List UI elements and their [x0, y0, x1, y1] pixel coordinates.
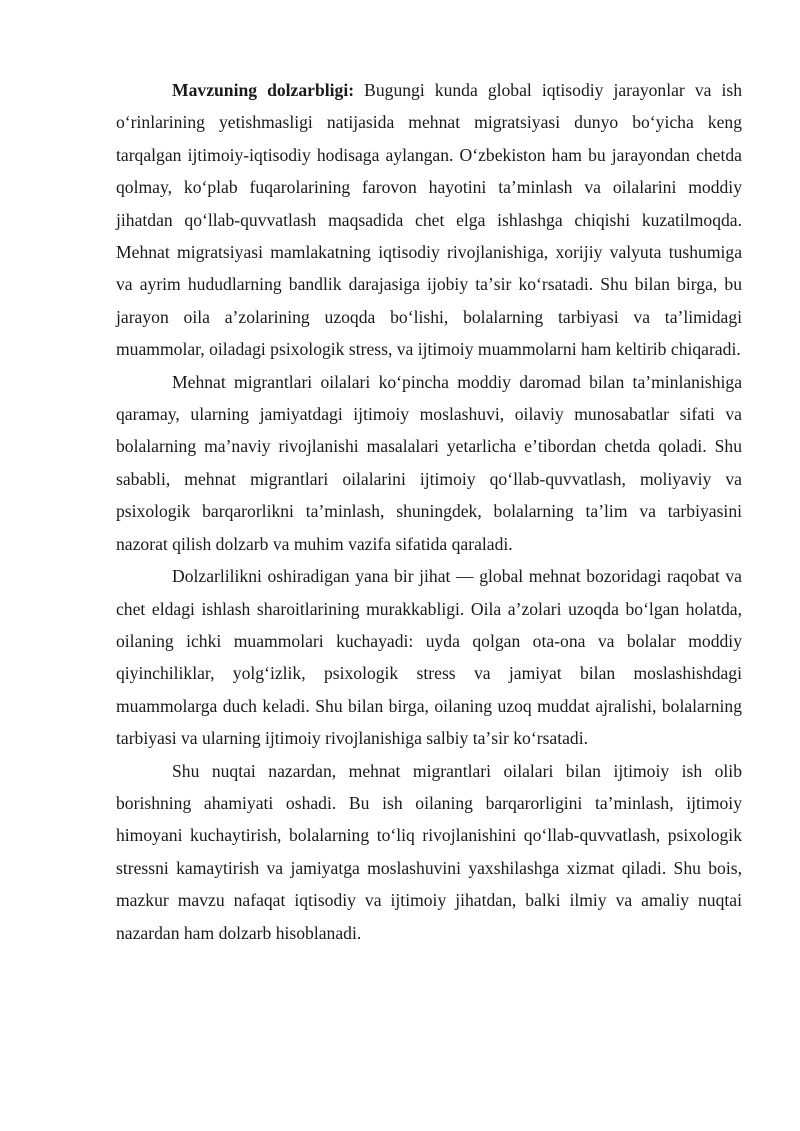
- paragraph-text: Bugungi kunda global iqtisodiy jarayonlar va ish oʻrinlarining yetishmasligi natijasida mehnat migratsiyasi dunyo boʻyicha keng tarqalgan ijtimoiy-iqtisodiy hodisaga aylangan. Oʻzbekiston ham bu jarayondan chetda qolmay, koʻplab fuqarolarining farovon hayotini taʼminlash va oilalarini moddiy jihatdan qoʻllab-quvvatlash maqsadida chet elga ishlashga chiqishi kuzatilmoqda. Mehnat migratsiyasi mamlakatning iqtisodiy rivojlanishiga, xorijiy valyuta tushumiga va ayrim hududlarning bandlik darajasiga ijobiy taʼsir koʻrsatadi. Shu bilan birga, bu jarayon oila aʼzolarining uzoqda boʻlishi, bolalarning tarbiyasi va taʼlimidagi muammolar, oiladagi psixologik stress, va ijtimoiy muammolarni ham keltirib chiqaradi.: [116, 80, 743, 360]
- paragraph-migrant-families: Mehnat migrantlari oilalari koʻpincha moddiy daromad bilan taʼminlanishiga qaramay, ularning jamiyatdagi ijtimoiy moslashuvi, oilaviy munosabatlar sifati va bolalarning maʼnaviy rivojlanishi masalalari yetarlicha eʼtibordan chetda qoladi. Shu sababli, mehnat migrantlari oilalarini ijtimoiy qoʻllab-quvvatlash, moliyaviy va psixologik barqarorlikni taʼminlash, shuningdek, bolalarning taʼlim va tarbiyasini nazorat qilish dolzarb va muhim vazifa sifatida qaraladi.: [116, 371, 742, 554]
- paragraph-lead-heading: Mavzuning dolzarbligi:: [172, 80, 355, 100]
- paragraph-social-work: Shu nuqtai nazardan, mehnat migrantlari oilalari bilan ijtimoiy ish olib borishning ahamiyati oshadi. Bu ish oilaning barqarorligini taʼminlash, ijtimoiy himoyani kuchaytirish, bolalarning toʻliq rivojlanishini qoʻllab-quvvatlash, psixologik stressni kamaytirish va jamiyatga moslashuvini yaxshilashga xizmat qiladi. Shu bois, mazkur mavzu nafaqat iqtisodiy va ijtimoiy jihatdan, balki ilmiy va amaliy nuqtai nazardan ham dolzarb hisoblanadi.: [116, 760, 742, 943]
- paragraph-global-market: Dolzarlilikni oshiradigan yana bir jihat — global mehnat bozoridagi raqobat va chet eldagi ishlash sharoitlarining murakkabligi. Oila aʼzolari uzoqda boʻlgan holatda, oilaning ichki muammolari kuchayadi: uyda qolgan ota-ona va bolalar moddiy qiyinchiliklar, yolgʻizlik, psixologik stress va jamiyat bilan moslashishdagi muammolarga duch keladi. Shu bilan birga, oilaning uzoq muddat ajralishi, bolalarning tarbiyasi va ularning ijtimoiy rivojlanishiga salbiy taʼsir koʻrsatadi.: [116, 566, 742, 749]
- paragraph-relevance: [116, 74, 742, 366]
- document-body: [116, 74, 742, 949]
